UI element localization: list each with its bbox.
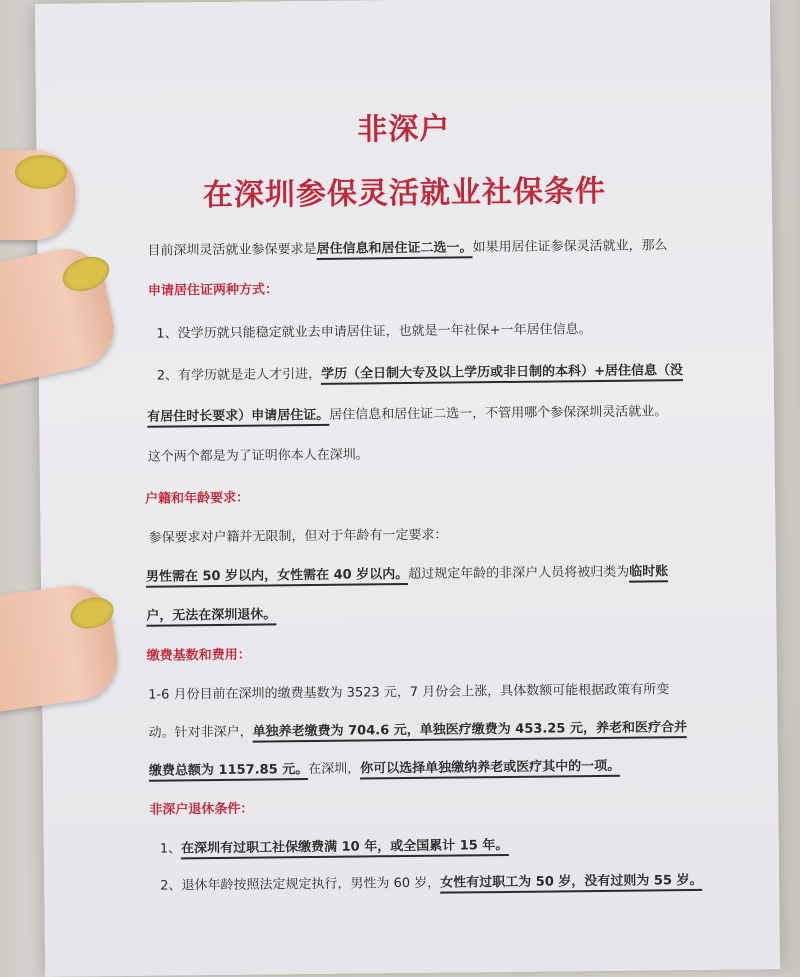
fee-option: 你可以选择单独缴纳养老或医疗其中的一项。 bbox=[360, 759, 620, 780]
fee-detail-cont bbox=[149, 753, 749, 778]
section-heading-household-age: 户籍和年龄要求： bbox=[145, 490, 250, 507]
retire1-emphasis: 在深圳有过职工社保缴费满 10 年，或全国累计 15 年。 bbox=[181, 838, 508, 859]
fee-base-text: 1-6 月份目前在深圳的缴费基数为 3523 元，7 月份会上涨，具体数额可能根据政策有所变 bbox=[148, 682, 670, 703]
list-item-no-degree: 1、没学历就只能稳定就业去申请居住证，也就是一年社保+一年居住信息。 bbox=[156, 322, 592, 342]
fee-text-d: 在深圳， bbox=[308, 761, 361, 778]
age-emphasis-temporary: 临时账 bbox=[629, 564, 668, 582]
fee-text-a: 动。针对非深户， bbox=[148, 724, 253, 741]
degree-text-d: 居住信息和居住证二选一，不管用哪个参保深圳灵活就业。 bbox=[329, 404, 668, 423]
retire2-emphasis: 女性有过职工为 50 岁，没有过则为 55 岁。 bbox=[440, 873, 702, 894]
list-item-degree bbox=[157, 358, 757, 383]
page-subtitle: 在深圳参保灵活就业社保条件 bbox=[202, 173, 607, 214]
age-requirement bbox=[146, 559, 746, 584]
intro-paragraph bbox=[147, 233, 747, 258]
age-text-b: 超过规定年龄的非深户人员将被归类为 bbox=[408, 564, 630, 582]
section-heading-residence-permit: 申请居住证两种方式： bbox=[147, 282, 279, 299]
list-item-degree-cont bbox=[147, 399, 747, 424]
age-emphasis-cont: 户，无法在深圳退休。 bbox=[146, 607, 276, 626]
paper-sheet bbox=[35, 0, 780, 977]
age-emphasis: 男性需在 50 岁以内，女性需在 40 岁以内。 bbox=[146, 567, 408, 588]
degree-text-emphasis: 学历（全日制大专及以上学历或非日制的本科）+居住信息（没 bbox=[321, 363, 683, 385]
intro-text-emphasis: 居住信息和居住证二选一。 bbox=[316, 240, 472, 260]
retire-item-2 bbox=[160, 868, 760, 893]
page-title: 非深户 bbox=[357, 111, 451, 148]
retire2-text: 2、退休年龄按照法定规定执行，男性为 60 岁， bbox=[160, 875, 441, 894]
degree-text-emphasis-cont: 有居住时长要求）申请居住证。 bbox=[147, 408, 329, 428]
section-heading-retirement: 非深户退休条件： bbox=[149, 801, 254, 818]
intro-text-c: 如果用居住证参保灵活就业，那么 bbox=[472, 238, 668, 256]
retire1-prefix: 1、 bbox=[159, 841, 182, 857]
fingernail-top bbox=[15, 155, 67, 189]
household-text: 参保要求对户籍并无限制，但对于年龄有一定要求： bbox=[148, 527, 448, 546]
section-heading-fees: 缴费基数和费用： bbox=[146, 647, 251, 664]
intro-text-a: 目前深圳灵活就业参保要求是 bbox=[147, 241, 317, 259]
degree-text-a: 2、有学历就是走人才引进， bbox=[156, 366, 322, 384]
age-requirement-cont bbox=[146, 598, 746, 623]
fee-total: 缴费总额为 1157.85 元。 bbox=[149, 762, 308, 782]
fee-detail bbox=[148, 715, 748, 740]
proof-note: 这个两个都是为了证明你本人在深圳。 bbox=[147, 447, 369, 465]
fee-emphasis: 单独养老缴费为 704.6 元，单独医疗缴费为 453.25 元，养老和医疗合并 bbox=[253, 720, 688, 743]
retire-item-1 bbox=[160, 831, 760, 856]
